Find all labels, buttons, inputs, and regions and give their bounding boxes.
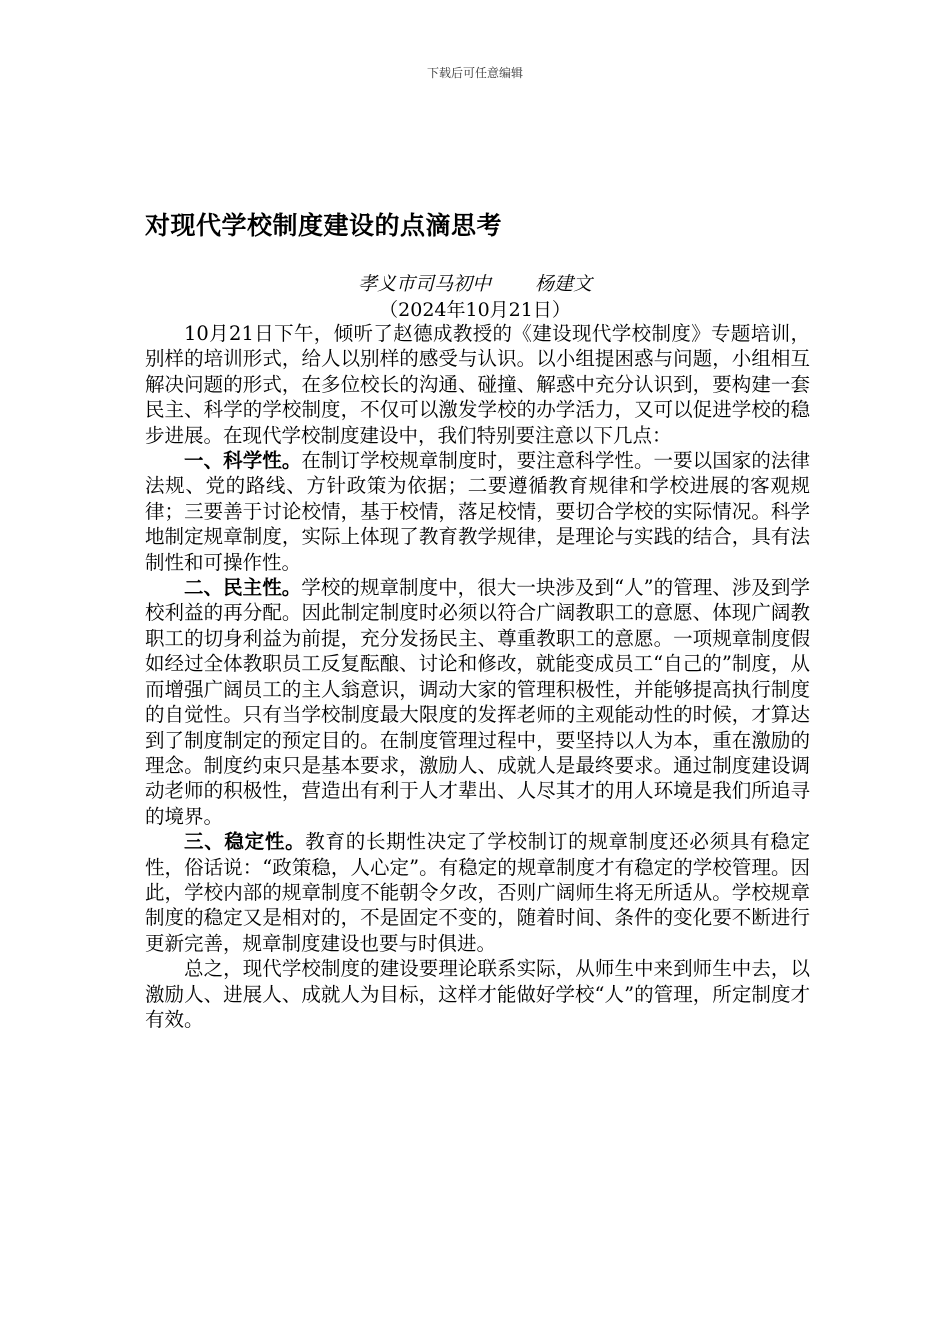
section-body-scientific: 在制订学校规章制度时，要注意科学性。一要以国家的法律法规、党的路线、方针政策为依据；二要遵循教育规律和学校进展的客观规律；三要善于讨论校情，基于校情，落足校情，要切合学校的实际情况。科学地制定规章制度，实际上体现了教育教学规律，是理论与实践的结合，具有法制性和可操作性。 (145, 449, 810, 574)
author-school: 孝义市司马初中 (357, 273, 491, 295)
page-header-note: 下载后可任意编辑 (426, 66, 523, 80)
section-heading-democratic: 二、民主性。 (184, 576, 302, 600)
conclusion-paragraph: 总之，现代学校制度的建设要理论联系实际，从师生中来到师生中去，以激励人、进展人、成就人为目标，这样才能做好学校“人”的管理，所定制度才有效。 (145, 957, 810, 1031)
section-scientific (145, 448, 810, 575)
section-democratic (145, 575, 810, 829)
section-heading-stability: 三、稳定性。 (184, 830, 306, 854)
section-body-democratic: 学校的规章制度中，很大一块涉及到“人”的管理、涉及到学校利益的再分配。因此制定制度时必须以符合广阔教职工的意愿、体现广阔教职工的切身利益为前提，充分发扬民主、尊重教职工的意愿。一项规章制度假如经过全体教职员工反复酝酿、讨论和修改，就能变成员工“自己的”制度，从而增强广阔员工的主人翁意识，调动大家的管理积极性，并能够提高执行制度的自觉性。只有当学校制度最大限度的发挥老师的主观能动性的时候，才算达到了制度制定的预定目的。在制度管理过程中，要坚持以人为本，重在激励的理念。制度约束只是基本要求，激励人、成就人是最终要求。通过制度建设调动老师的积极性，营造出有利于人才辈出、人尽其才的用人环境是我们所追寻的境界。 (145, 576, 810, 828)
document-title: 对现代学校制度建设的点滴思考 (145, 211, 503, 240)
author-line (145, 271, 805, 297)
section-body-stability: 教育的长期性决定了学校制订的规章制度还必须具有稳定性，俗话说：“政策稳，人心定”。有稳定的规章制度才有稳定的学校管理。因此，学校内部的规章制度不能朝令夕改，否则广阔师生将无所适从。学校规章制度的稳定又是相对的，不是固定不变的，随着时间、条件的变化要不断进行更新完善，规章制度建设也要与时俱进。 (145, 830, 810, 955)
intro-paragraph: 10月21日下午，倾听了赵德成教授的《建设现代学校制度》专题培训，别样的培训形式，给人以别样的感受与认识。以小组提困惑与问题，小组相互解决问题的形式，在多位校长的沟通、碰撞、解惑中充分认识到，要构建一套民主、科学的学校制度，不仅可以激发学校的办学活力，又可以促进学校的稳步进展。在现代学校制度建设中，我们特别要注意以下几点： (145, 322, 810, 447)
section-stability (145, 829, 810, 956)
byline (145, 271, 805, 323)
author-name: 杨建文 (535, 273, 593, 295)
document-body (145, 321, 810, 1032)
section-heading-scientific: 一、科学性。 (184, 449, 302, 473)
author-date: （2024年10月21日） (379, 299, 571, 321)
